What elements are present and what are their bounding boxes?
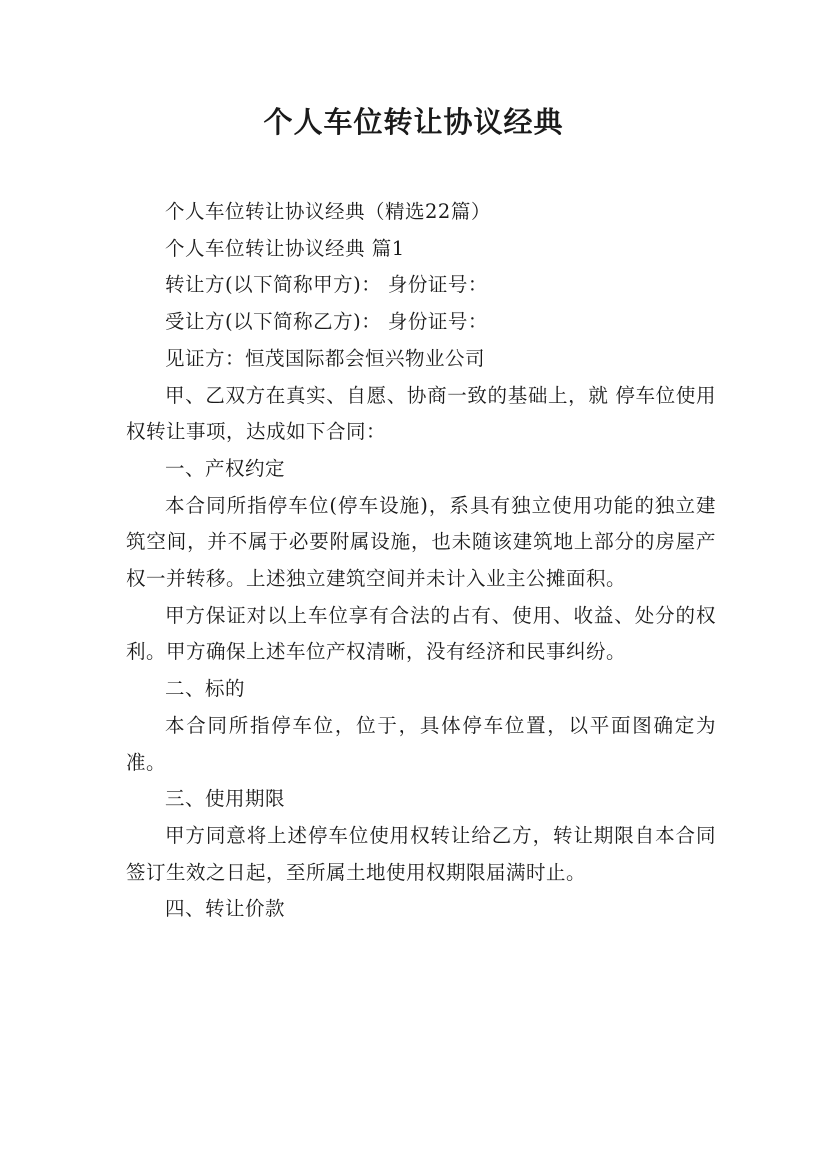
paragraph-term: 甲方同意将上述停车位使用权转让给乙方，转让期限自本合同签订生效之日起，至所属土地使用权期限届满时止。 [126, 823, 716, 884]
paragraph-transferee: 受让方(以下简称乙方)： 身份证号： [165, 310, 488, 334]
section-heading-price: 四、转让价款 [165, 897, 286, 921]
paragraph-party-a-guarantee: 甲方保证对以上车位享有合法的占有、使用、收益、处分的权利。甲方确保上述车位产权清晰，没有经济和民事纠纷。 [126, 603, 716, 664]
document-title: 个人车位转让协议经典 [263, 105, 564, 139]
document-body [126, 194, 716, 928]
paragraph-witness: 见证方：恒茂国际都会恒兴物业公司 [165, 346, 486, 370]
section-heading-property-rights: 一、产权约定 [165, 456, 286, 480]
paragraph-article-heading: 个人车位转让协议经典 篇1 [165, 236, 405, 260]
paragraph-collection-title: 个人车位转让协议经典（精选22篇） [165, 200, 491, 223]
paragraph-subject: 本合同所指停车位，位于，具体停车位置，以平面图确定为准。 [126, 713, 716, 774]
paragraph-transferor: 转让方(以下简称甲方)： 身份证号： [165, 273, 488, 297]
section-heading-term: 三、使用期限 [165, 787, 286, 811]
section-heading-subject: 二、标的 [165, 677, 246, 701]
paragraph-preamble: 甲、乙双方在真实、自愿、协商一致的基础上，就 停车位使用权转让事项，达成如下合同： [126, 383, 716, 444]
paragraph-property-rights: 本合同所指停车位(停车设施)，系具有独立使用功能的独立建筑空间，并不属于必要附属设施，也未随该建筑地上部分的房屋产权一并转移。上述独立建筑空间并未计入业主公摊面积。 [126, 493, 716, 591]
